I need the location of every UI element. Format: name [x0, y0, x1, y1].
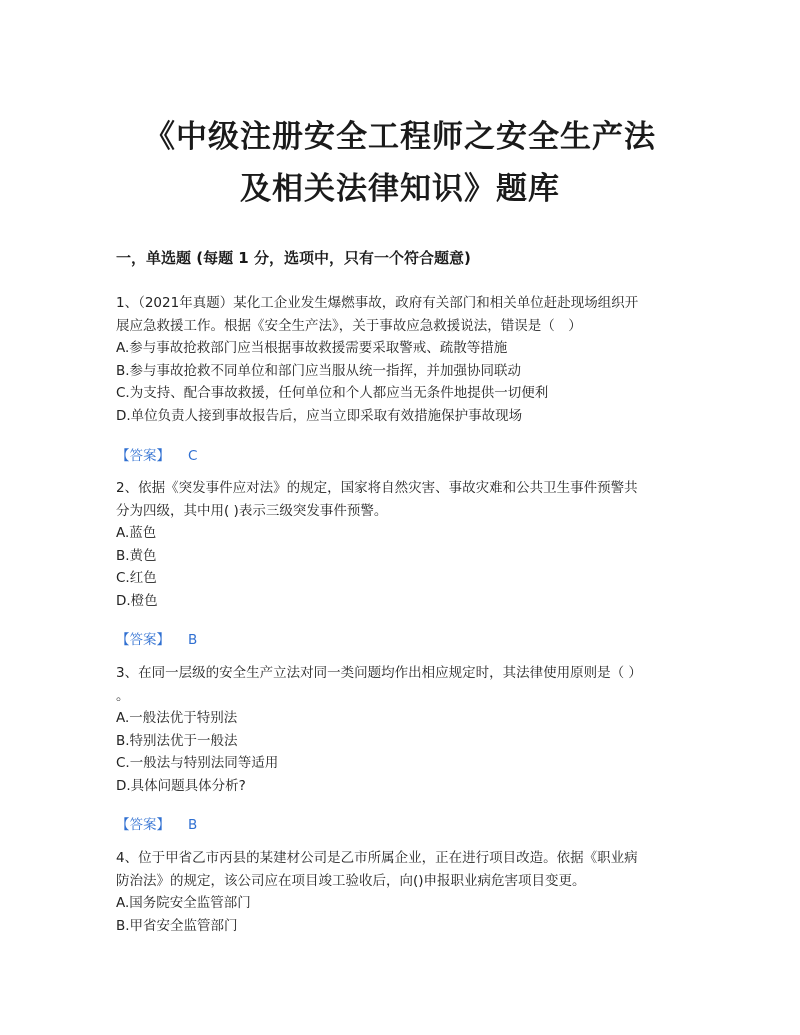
option-a: A.一般法优于特别法	[116, 710, 238, 726]
option-a: A.参与事故抢救部门应当根据事故救援需要采取警戒、疏散等措施	[116, 340, 508, 356]
question-2	[116, 477, 696, 612]
answer-value: C	[188, 448, 198, 464]
option-c: C.一般法与特别法同等适用	[116, 755, 279, 771]
question-stem-line: 防治法》的规定，该公司应在项目竣工验收后，向()申报职业病危害项目变更。	[116, 872, 586, 889]
document-title-line-1: 《中级注册安全工程师之安全生产法	[144, 119, 656, 155]
answer-label: 【答案】	[116, 448, 170, 464]
option-d: D.橙色	[116, 592, 158, 609]
question-stem-line: 分为四级，其中用( )表示三级突发事件预警。	[116, 502, 388, 519]
option-d: D.单位负责人接到事故报告后，应当立即采取有效措施保护事故现场	[116, 407, 523, 424]
answer-label: 【答案】	[116, 632, 170, 648]
answer-value: B	[188, 817, 198, 833]
question-stem-line: 展应急救援工作。根据《安全生产法》，关于事故应急救援说法，错误是（ ）	[116, 317, 582, 334]
question-stem-line: 3、在同一层级的安全生产立法对同一类问题均作出相应规定时，其法律使用原则是（ ）	[116, 665, 642, 681]
question-1	[116, 292, 696, 427]
document-title-line-2: 及相关法律知识》题库	[240, 171, 560, 207]
answer-label: 【答案】	[116, 817, 170, 833]
option-b: B.黄色	[116, 547, 157, 564]
answer-1	[116, 444, 197, 464]
question-stem-line: 2、依据《突发事件应对法》的规定，国家将自然灾害、事故灾难和公共卫生事件预警共	[116, 480, 638, 496]
option-a: A.蓝色	[116, 525, 157, 541]
answer-value: B	[188, 632, 198, 648]
question-3	[116, 662, 696, 797]
option-b: B.参与事故抢救不同单位和部门应当服从统一指挥，并加强协同联动	[116, 362, 522, 379]
question-stem-line: 。	[116, 687, 130, 704]
question-4	[116, 847, 696, 937]
option-b: B.甲省安全监管部门	[116, 917, 238, 934]
question-stem-line: 4、位于甲省乙市丙县的某建材公司是乙市所属企业，正在进行项目改造。依据《职业病	[116, 850, 638, 866]
answer-3	[116, 813, 197, 833]
option-b: B.特别法优于一般法	[116, 732, 238, 749]
option-a: A.国务院安全监管部门	[116, 895, 251, 911]
option-c: C.为支持、配合事故救援，任何单位和个人都应当无条件地提供一切便利	[116, 385, 549, 401]
option-d: D.具体问题具体分析?	[116, 777, 246, 794]
option-c: C.红色	[116, 570, 157, 586]
question-stem-line: 1、（2021年真题）某化工企业发生爆燃事故，政府有关部门和相关单位赶赴现场组织开	[116, 295, 639, 311]
answer-2	[116, 628, 197, 648]
section-heading: 一，单选题 (每题 1 分，选项中，只有一个符合题意)	[116, 249, 471, 267]
